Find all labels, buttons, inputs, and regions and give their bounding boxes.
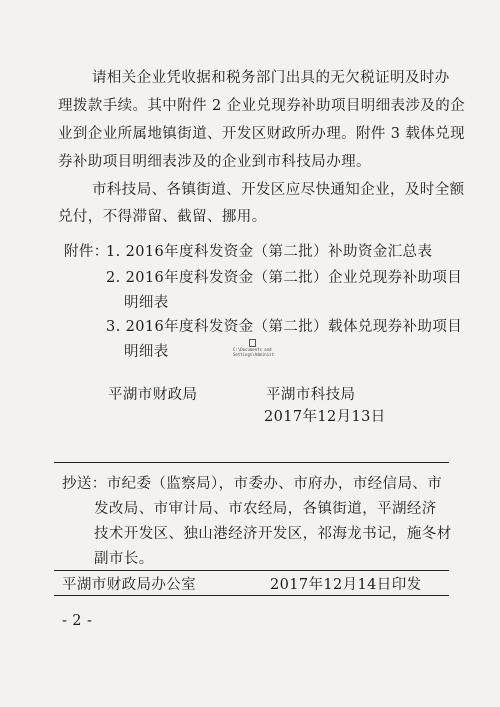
body-paragraph-2-line-1: 市科技局、各镇街道、开发区应尽快通知企业，及时全额 bbox=[92, 182, 465, 198]
body-paragraph-2-line-2: 兑付，不得滞留、截留、挪用。 bbox=[58, 209, 267, 225]
file-path-stamp bbox=[233, 339, 274, 357]
body-paragraph-1-line-3: 业到企业所属地镇街道、开发区财政所办理。附件 3 载体兑现 bbox=[58, 126, 466, 142]
attachment-item-3-line-1: 3. 2016年度科发资金（第二批）载体兑现券补助项目 bbox=[106, 319, 463, 335]
page-number: - 2 - bbox=[62, 613, 93, 629]
document-icon bbox=[249, 339, 256, 347]
body-paragraph-1-line-4: 券补助项目明细表涉及的企业到市科技局办理。 bbox=[58, 154, 371, 170]
issue-date: 2017年12月14日印发 bbox=[270, 577, 422, 593]
attachments-label: 附件： bbox=[64, 244, 109, 260]
attachment-item-2-line-2: 明细表 bbox=[124, 295, 169, 311]
attachment-item-3-line-2: 明细表 bbox=[124, 344, 169, 360]
body-paragraph-1-line-2: 理拨款手续。其中附件 2 企业兑现券补助项目明细表涉及的企 bbox=[58, 98, 466, 114]
file-path-stamp-line-1: C:\Documents and bbox=[233, 347, 272, 352]
file-path-stamp-line-2: Settings\Administ bbox=[233, 352, 274, 357]
cc-line-4: 副市长。 bbox=[94, 551, 154, 567]
issuer-top-rule bbox=[54, 570, 449, 571]
issuer-office: 平湖市财政局办公室 bbox=[62, 577, 197, 593]
body-paragraph-1-line-1: 请相关企业凭收据和税务部门出具的无欠税证明及时办 bbox=[92, 70, 450, 86]
signature-science-bureau: 平湖市科技局 bbox=[266, 387, 356, 403]
signature-date: 2017年12月13日 bbox=[264, 409, 386, 425]
cc-line-1: 抄送：市纪委（监察局），市委办、市府办，市经信局、市 bbox=[62, 476, 443, 492]
attachment-item-1: 1. 2016年度科发资金（第二批）补助资金汇总表 bbox=[106, 244, 433, 260]
issuer-bottom-rule bbox=[54, 595, 449, 596]
cc-top-rule bbox=[54, 462, 449, 463]
attachment-item-2-line-1: 2. 2016年度科发资金（第二批）企业兑现券补助项目 bbox=[106, 270, 463, 286]
cc-line-2: 发改局、市审计局、市农经局，各镇街道，平湖经济 bbox=[94, 501, 437, 517]
signature-finance-bureau: 平湖市财政局 bbox=[108, 387, 198, 403]
cc-line-3: 技术开发区、独山港经济开发区，祁海龙书记，施冬材 bbox=[94, 526, 452, 542]
